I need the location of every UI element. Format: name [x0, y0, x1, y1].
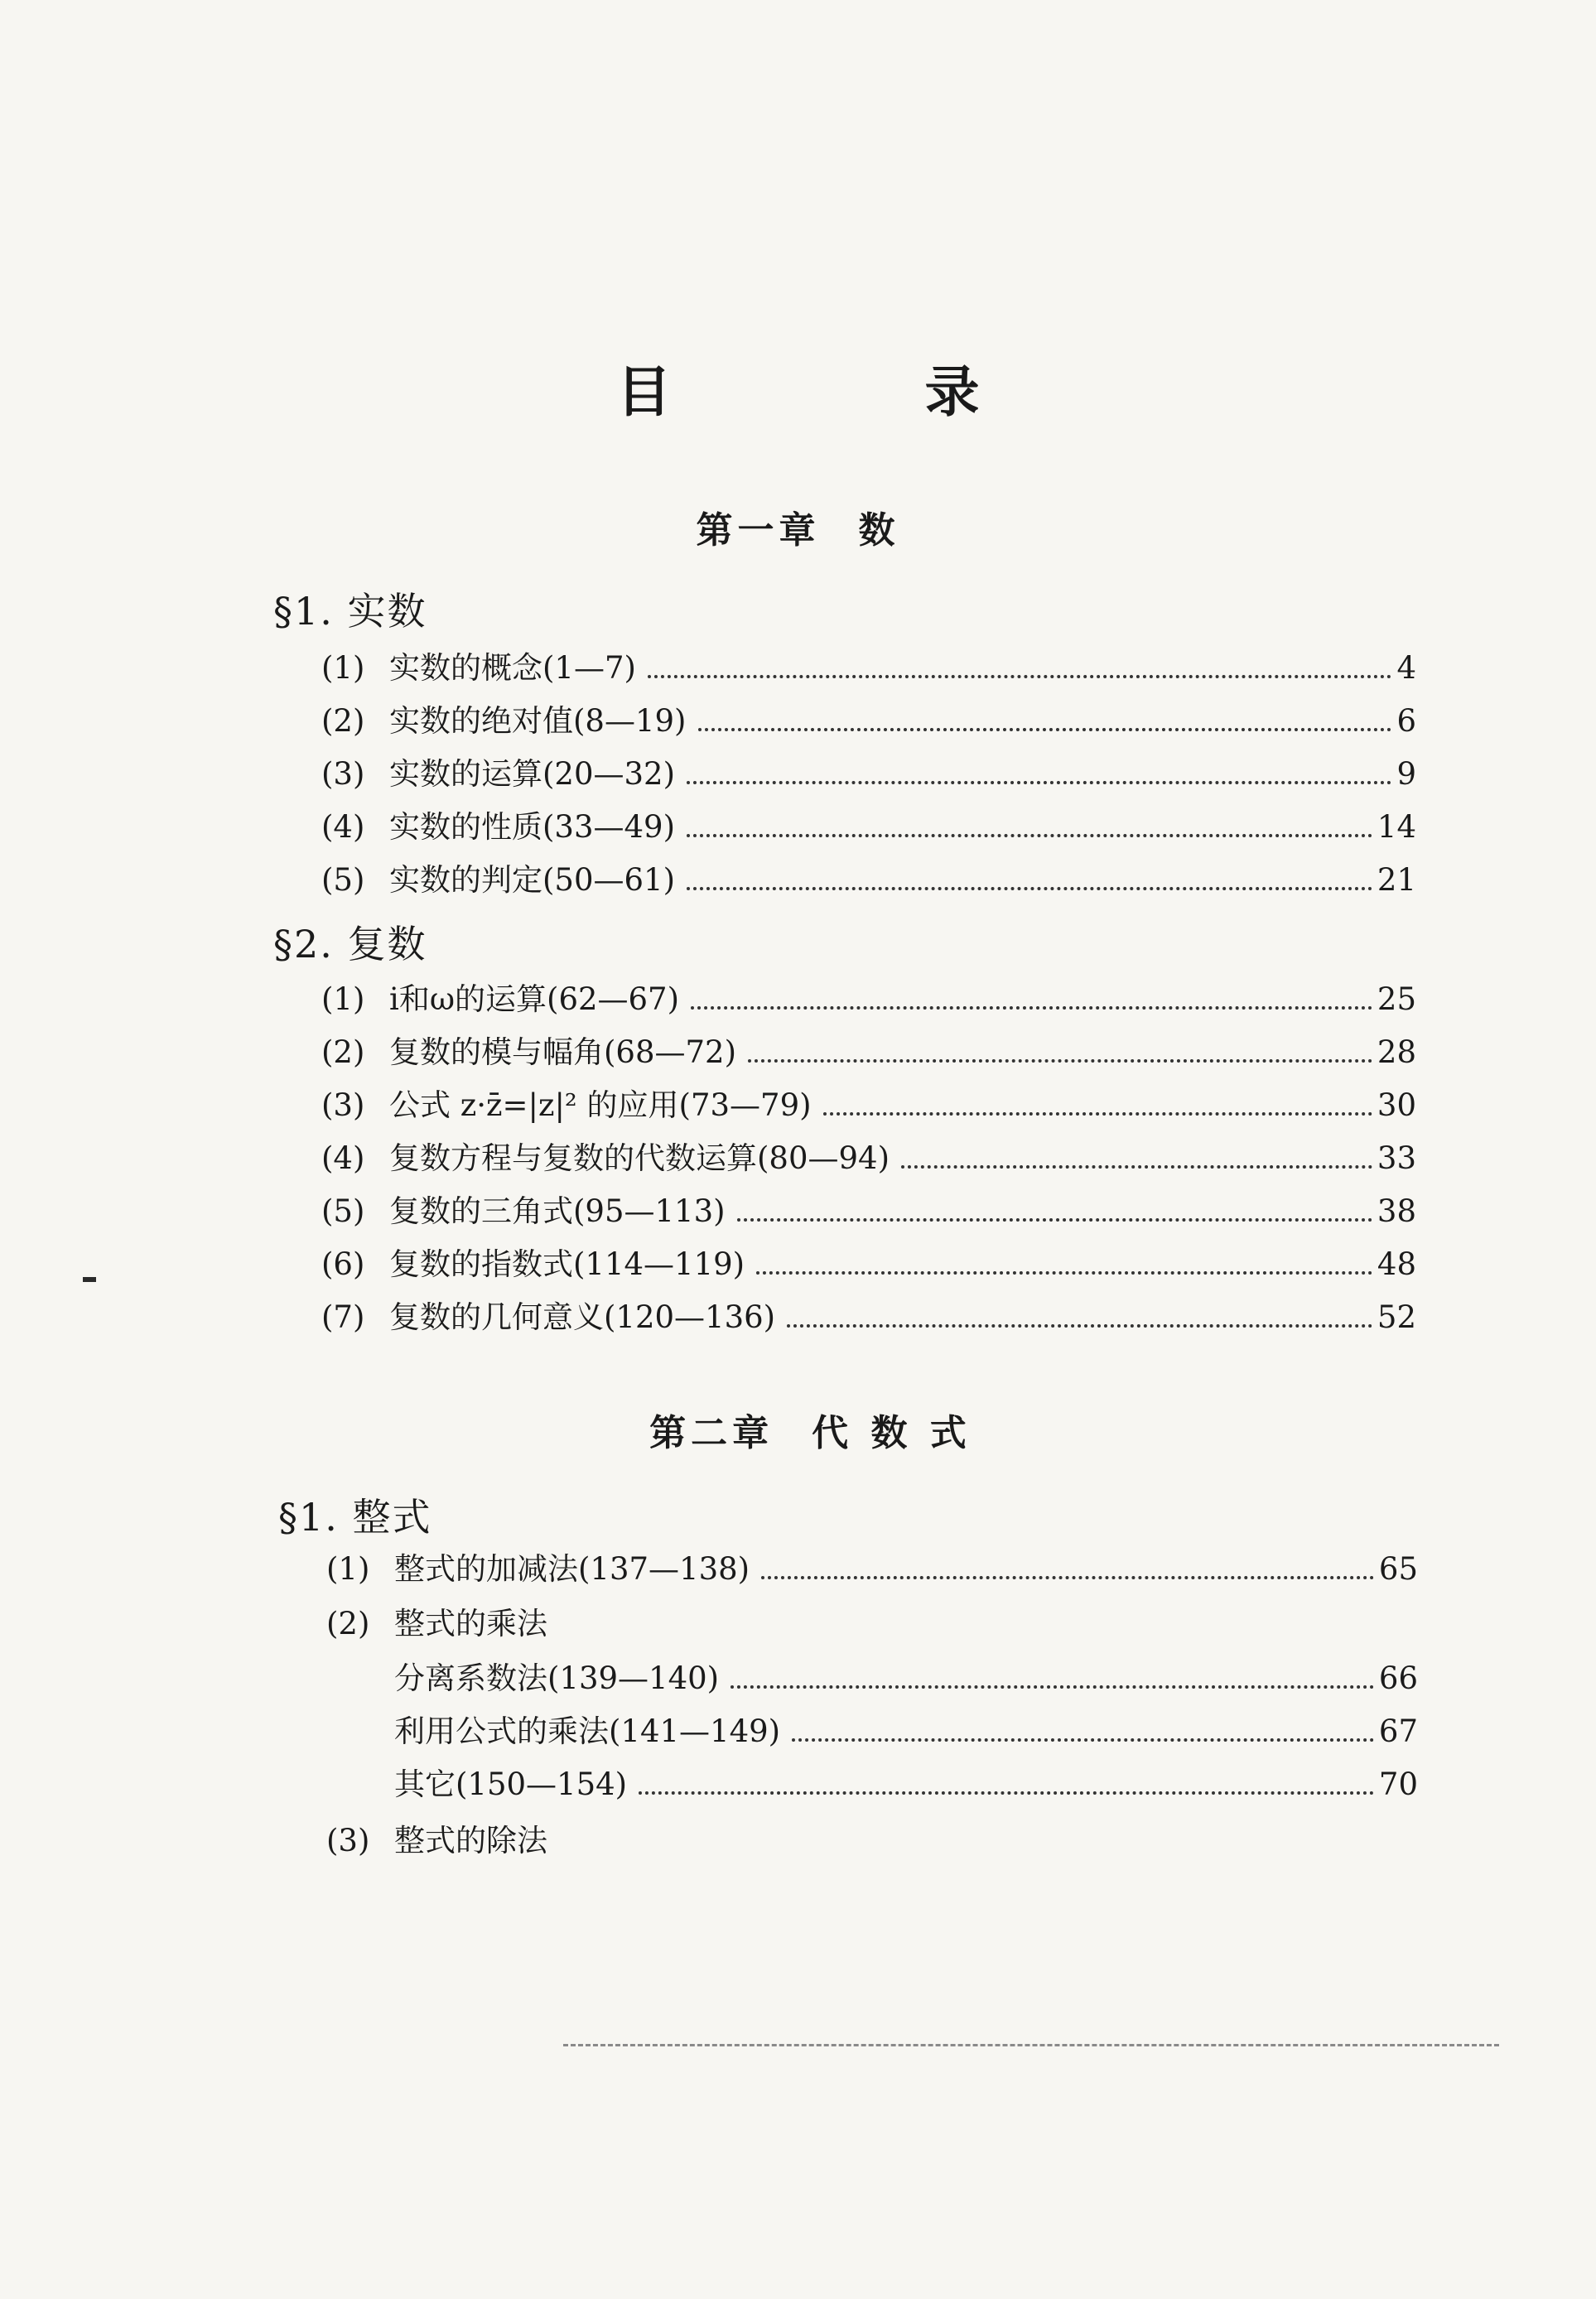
entry-page-number: 48 — [1377, 1246, 1416, 1282]
entry-label: 实数的绝对值(8—19) — [389, 703, 687, 739]
dot-leader — [687, 834, 1372, 837]
toc-entry[interactable] — [321, 749, 1416, 793]
entry-number: (4) — [321, 1140, 365, 1176]
chapter-2-number: 第二章 — [649, 1412, 774, 1454]
entry-number: (3) — [321, 1087, 365, 1123]
chapter-1-number: 第一章 — [696, 509, 821, 552]
entry-page-number: 33 — [1377, 1140, 1416, 1176]
entry-number: (6) — [321, 1246, 365, 1282]
dot-leader — [823, 1112, 1372, 1116]
entry-label: 复数的几何意义(120—136) — [389, 1299, 776, 1335]
entry-number: (5) — [321, 1193, 365, 1229]
entry-label: 分离系数法(139—140) — [394, 1660, 720, 1696]
chapter-2-title: 代 数 式 — [812, 1412, 972, 1454]
entry-number: (7) — [321, 1299, 365, 1335]
dot-leader — [748, 1059, 1372, 1063]
entry-page-number: 52 — [1377, 1299, 1416, 1335]
entry-number: (2) — [321, 1034, 365, 1070]
entry-number: (3) — [326, 1823, 370, 1858]
entry-label: i和ω的运算(62—67) — [389, 981, 680, 1017]
toc-entry[interactable] — [321, 974, 1416, 1019]
entry-label: 整式的除法 — [394, 1823, 547, 1858]
entry-number: (3) — [321, 756, 365, 792]
entry-page-number: 25 — [1377, 981, 1416, 1017]
entry-number: (1) — [321, 981, 365, 1017]
toc-subheading[interactable] — [326, 1815, 547, 1860]
entry-number: (2) — [326, 1606, 370, 1641]
entry-label: 实数的运算(20—32) — [389, 756, 676, 792]
entry-label: 复数的三角式(95—113) — [389, 1193, 726, 1229]
entry-page-number: 14 — [1377, 809, 1416, 845]
toc-entry[interactable] — [321, 1133, 1416, 1178]
entry-page-number: 30 — [1377, 1087, 1416, 1123]
toc-subheading[interactable] — [326, 1598, 547, 1643]
entry-page-number: 28 — [1377, 1034, 1416, 1070]
entry-label: 实数的判定(50—61) — [389, 862, 676, 898]
toc-entry[interactable] — [321, 1292, 1416, 1337]
entry-page-number: 9 — [1396, 756, 1416, 792]
dot-leader — [792, 1738, 1374, 1742]
dot-leader — [639, 1791, 1374, 1795]
entry-label: 实数的性质(33—49) — [389, 809, 676, 845]
entry-page-number: 67 — [1378, 1713, 1418, 1749]
dot-leader — [756, 1271, 1372, 1275]
dot-leader — [737, 1218, 1372, 1222]
scan-speck — [83, 1277, 96, 1282]
page-title: 目 录 — [616, 359, 1079, 424]
entry-label: 利用公式的乘法(141—149) — [394, 1713, 781, 1749]
section-1-2-heading: §2. 复数 — [273, 922, 427, 966]
dot-leader — [648, 675, 1392, 678]
entry-page-number: 65 — [1378, 1551, 1418, 1587]
chapter-1-heading — [0, 500, 1596, 553]
entry-label: 其它(150—154) — [394, 1766, 628, 1802]
chapter-1-title: 数 — [858, 509, 900, 552]
toc-entry[interactable] — [321, 802, 1416, 846]
entry-page-number: 6 — [1396, 703, 1416, 739]
scan-artifact-line — [563, 2044, 1499, 2046]
toc-entry[interactable] — [326, 1544, 1418, 1588]
toc-entry[interactable] — [321, 1186, 1416, 1231]
entry-page-number: 21 — [1377, 862, 1416, 898]
dot-leader — [730, 1685, 1374, 1689]
section-1-1-heading: §1. 实数 — [273, 589, 427, 634]
entry-label: 复数的模与幅角(68—72) — [389, 1034, 737, 1070]
section-2-1-heading: §1. 整式 — [278, 1495, 432, 1540]
entry-label: 复数方程与复数的代数运算(80—94) — [389, 1140, 890, 1176]
entry-page-number: 70 — [1378, 1766, 1418, 1802]
toc-entry[interactable] — [321, 643, 1416, 687]
entry-number: (4) — [321, 809, 365, 845]
entry-label: 整式的加减法(137—138) — [394, 1551, 750, 1587]
dot-leader — [787, 1324, 1372, 1328]
dot-leader — [687, 887, 1372, 890]
entry-page-number: 4 — [1396, 650, 1416, 686]
entry-number: (1) — [321, 650, 365, 686]
toc-entry[interactable] — [321, 1027, 1416, 1072]
toc-entry[interactable] — [394, 1759, 1418, 1804]
toc-entry[interactable] — [394, 1653, 1418, 1698]
entry-number: (2) — [321, 703, 365, 739]
chapter-2-heading — [0, 1403, 1596, 1456]
toc-entry[interactable] — [321, 696, 1416, 740]
entry-label: 实数的概念(1—7) — [389, 650, 636, 686]
dot-leader — [687, 781, 1391, 784]
entry-number: (1) — [326, 1551, 370, 1587]
toc-entry[interactable] — [321, 1080, 1416, 1125]
entry-label: 整式的乘法 — [394, 1606, 547, 1641]
dot-leader — [901, 1165, 1372, 1169]
entry-label: 复数的指数式(114—119) — [389, 1246, 745, 1282]
toc-entry[interactable] — [321, 1239, 1416, 1284]
entry-number: (5) — [321, 862, 365, 898]
dot-leader — [691, 1006, 1372, 1010]
entry-label: 公式 z·z̄=|z|² 的应用(73—79) — [389, 1087, 812, 1123]
dot-leader — [761, 1576, 1374, 1579]
entry-page-number: 66 — [1378, 1660, 1418, 1696]
toc-entry[interactable] — [394, 1706, 1418, 1751]
entry-page-number: 38 — [1377, 1193, 1416, 1229]
dot-leader — [698, 728, 1392, 731]
toc-entry[interactable] — [321, 855, 1416, 899]
